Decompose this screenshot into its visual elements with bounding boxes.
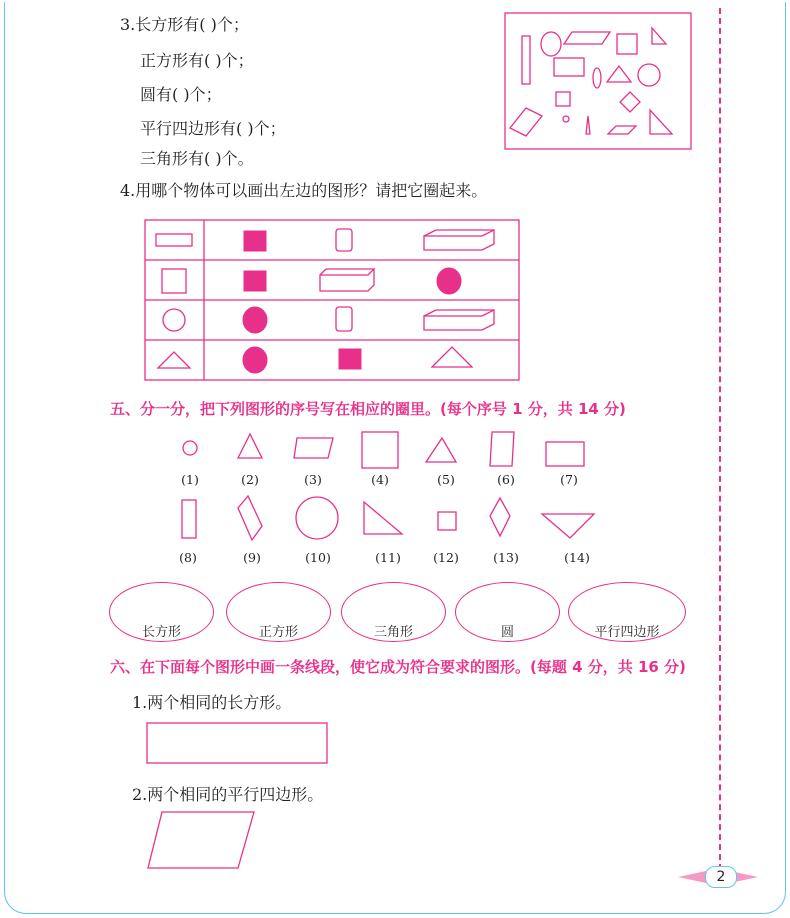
q3-circle: 圆有( )个； xyxy=(140,85,222,104)
shape-3 xyxy=(294,438,333,458)
shape-7 xyxy=(546,442,584,466)
page-number: 2 xyxy=(705,866,737,888)
shape-2 xyxy=(238,434,262,458)
sec6-rect[interactable] xyxy=(146,722,330,766)
shape-11 xyxy=(364,502,402,534)
sec6-title: 六、在下面每个图形中画一条线段，使它成为符合要求的图形。(每题 4 分，共 16 分) xyxy=(110,658,686,676)
shapes-box-border xyxy=(505,13,691,149)
label-13: (13) xyxy=(493,550,519,565)
shape-14 xyxy=(542,514,594,538)
group-parallelogram-ellipse[interactable] xyxy=(568,582,686,642)
q3-triangle: 三角形有( )个。 xyxy=(140,149,254,168)
shape-4 xyxy=(362,432,398,468)
label-7: (7) xyxy=(560,472,578,487)
group-triangle-ellipse[interactable] xyxy=(341,582,446,642)
label-2: (2) xyxy=(241,472,259,487)
dashed-divider xyxy=(719,8,721,870)
sec5-title: 五、分一分，把下列图形的序号写在相应的圈里。(每个序号 1 分，共 14 分) xyxy=(110,400,626,418)
shape-8 xyxy=(182,500,196,538)
q4-title: 4.用哪个物体可以画出左边的图形？请把它圈起来。 xyxy=(120,181,488,200)
group-square-ellipse[interactable] xyxy=(226,582,331,642)
shape-6 xyxy=(490,432,514,466)
q3-square: 正方形有( )个； xyxy=(140,51,254,70)
shape-12 xyxy=(438,512,456,530)
label-11: (11) xyxy=(375,550,401,565)
sec6-parallelogram[interactable] xyxy=(146,810,258,872)
label-5: (5) xyxy=(437,472,455,487)
group-rect-ellipse[interactable] xyxy=(109,582,214,642)
label-10: (10) xyxy=(305,550,331,565)
label-14: (14) xyxy=(564,550,590,565)
q3-rect: 3.长方形有( )个； xyxy=(120,15,249,34)
shape-13 xyxy=(490,498,510,536)
sec6-q2: 2.两个相同的平行四边形。 xyxy=(132,785,324,804)
label-9: (9) xyxy=(243,550,261,565)
label-1: (1) xyxy=(181,472,199,487)
shape-5 xyxy=(426,438,456,462)
label-8: (8) xyxy=(179,550,197,565)
q4-table xyxy=(144,219,520,381)
label-3: (3) xyxy=(304,472,322,487)
group-square-label: 正方形 xyxy=(258,625,298,640)
label-12: (12) xyxy=(433,550,459,565)
group-rect-label: 长方形 xyxy=(141,625,181,640)
label-4: (4) xyxy=(371,472,389,487)
sec6-q1: 1.两个相同的长方形。 xyxy=(132,693,292,712)
q3-parallelogram: 平行四边形有( )个； xyxy=(140,119,286,138)
group-parallelogram-label: 平行四边形 xyxy=(594,625,660,640)
group-triangle-label: 三角形 xyxy=(373,625,413,640)
label-6: (6) xyxy=(497,472,515,487)
group-circle-ellipse[interactable] xyxy=(455,582,560,642)
shape-9 xyxy=(238,496,262,540)
group-circle-label: 圆 xyxy=(500,625,514,640)
shapes-box xyxy=(504,12,692,150)
shape-10 xyxy=(296,497,338,539)
shape-1 xyxy=(183,441,197,455)
